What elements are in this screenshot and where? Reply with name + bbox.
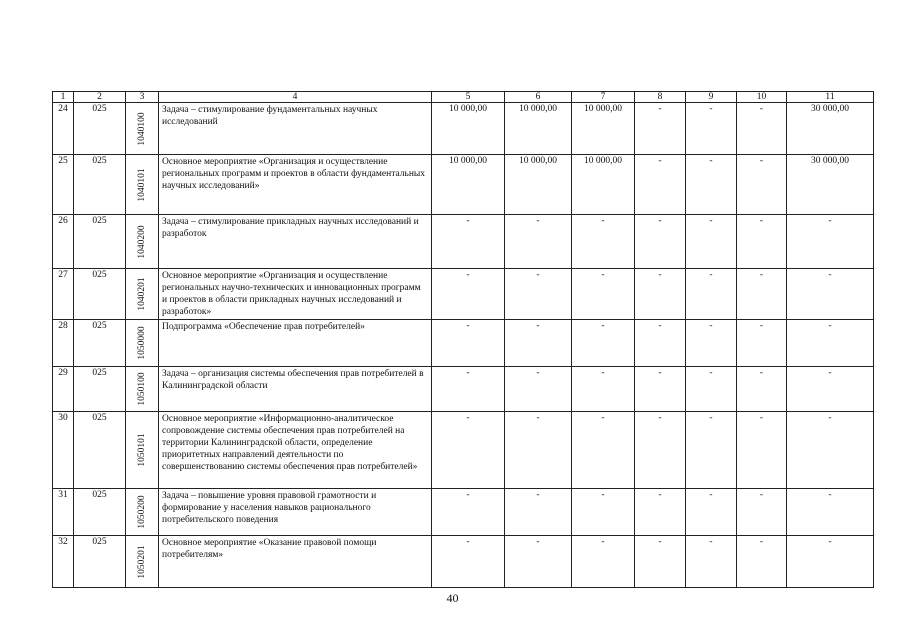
column-number-cell: 4 [159,92,432,103]
amount-cell-10: - [737,489,787,536]
target-code-text: 1050000 [137,326,147,360]
amount-cell-7: - [572,215,635,269]
amount-cell-6: - [505,269,572,320]
table-row [53,536,874,588]
table-row [53,269,874,320]
admin-code-cell: 025 [74,103,126,155]
total-cell: - [787,412,874,489]
amount-cell-6: - [505,412,572,489]
amount-cell-7: - [572,489,635,536]
admin-code-cell: 025 [74,489,126,536]
target-code-cell [126,155,159,215]
column-number-cell: 9 [686,92,737,103]
target-code-cell [126,215,159,269]
target-code-cell [126,412,159,489]
amount-cell-7: - [572,536,635,588]
admin-code-cell: 025 [74,412,126,489]
amount-cell-7: - [572,269,635,320]
amount-cell-6: - [505,536,572,588]
amount-cell-10: - [737,536,787,588]
amount-cell-10: - [737,367,787,412]
target-code-text: 1040201 [137,277,147,311]
amount-cell-10: - [737,155,787,215]
target-code-text: 1050101 [137,433,147,467]
amount-cell-6: - [505,320,572,367]
table-row [53,215,874,269]
amount-cell-9: - [686,489,737,536]
row-number-cell: 31 [53,489,74,536]
description-cell: Подпрограмма «Обеспечение прав потребителей» [159,320,432,367]
admin-code-cell: 025 [74,536,126,588]
target-code-cell [126,269,159,320]
amount-cell-9: - [686,155,737,215]
amount-cell-7: - [572,412,635,489]
amount-cell-8: - [635,320,686,367]
amount-cell-6: - [505,489,572,536]
amount-cell-9: - [686,412,737,489]
column-number-cell: 7 [572,92,635,103]
table-row [53,320,874,367]
target-code-cell [126,536,159,588]
amount-cell-10: - [737,269,787,320]
amount-cell-9: - [686,269,737,320]
row-number-cell: 28 [53,320,74,367]
column-number-cell: 2 [74,92,126,103]
page-number: 40 [446,591,459,605]
amount-cell-8: - [635,367,686,412]
total-cell: - [787,320,874,367]
row-number-cell: 29 [53,367,74,412]
table-row [53,489,874,536]
description-cell: Основное мероприятие «Организация и осуществление региональных научно-технических и инновационных программ и проектов в области прикладных научных исследований и разработок» [159,269,432,320]
column-number-cell: 10 [737,92,787,103]
amount-cell-8: - [635,412,686,489]
description-cell: Основное мероприятие «Информационно-аналитическое сопровождение системы обеспечения прав потребителей на территории Калининградской области, определение приоритетных направлений деятельности по совершенствованию системы обеспечения прав потребителей» [159,412,432,489]
total-cell: - [787,536,874,588]
target-code-text: 1050200 [137,495,147,529]
amount-cell-5: - [432,412,505,489]
amount-cell-7: - [572,367,635,412]
description-cell: Задача – повышение уровня правовой грамотности и формирование у населения навыков рационального потребительского поведения [159,489,432,536]
target-code-text: 1040200 [137,224,147,259]
total-cell: - [787,367,874,412]
amount-cell-6: 10 000,00 [505,103,572,155]
admin-code-cell: 025 [74,320,126,367]
column-number-cell: 6 [505,92,572,103]
row-number-cell: 25 [53,155,74,215]
amount-cell-8: - [635,155,686,215]
amount-cell-5: - [432,215,505,269]
total-cell: - [787,215,874,269]
column-number-row [53,92,874,103]
amount-cell-8: - [635,269,686,320]
amount-cell-10: - [737,412,787,489]
description-cell: Задача – стимулирование фундаментальных научных исследований [159,103,432,155]
total-cell: - [787,269,874,320]
description-cell: Задача – стимулирование прикладных научных исследований и разработок [159,215,432,269]
target-code-cell [126,320,159,367]
amount-cell-6: - [505,367,572,412]
amount-cell-5: 10 000,00 [432,103,505,155]
amount-cell-6: 10 000,00 [505,155,572,215]
amount-cell-5: - [432,536,505,588]
table-row [53,412,874,489]
budget-table [52,91,874,588]
column-number-cell: 8 [635,92,686,103]
column-number-cell: 1 [53,92,74,103]
admin-code-cell: 025 [74,269,126,320]
row-number-cell: 30 [53,412,74,489]
target-code-text: 1040101 [137,167,147,202]
total-cell: - [787,489,874,536]
table-row [53,103,874,155]
target-code-cell [126,367,159,412]
target-code-text: 1050100 [137,372,147,406]
amount-cell-5: - [432,320,505,367]
description-cell: Основное мероприятие «Оказание правовой помощи потребителям» [159,536,432,588]
description-cell: Задача – организация системы обеспечения прав потребителей в Калининградской области [159,367,432,412]
row-number-cell: 27 [53,269,74,320]
column-number-cell: 5 [432,92,505,103]
amount-cell-9: - [686,536,737,588]
amount-cell-10: - [737,320,787,367]
amount-cell-9: - [686,320,737,367]
amount-cell-8: - [635,215,686,269]
admin-code-cell: 025 [74,215,126,269]
admin-code-cell: 025 [74,367,126,412]
total-cell: 30 000,00 [787,103,874,155]
amount-cell-7: 10 000,00 [572,103,635,155]
amount-cell-5: - [432,367,505,412]
amount-cell-8: - [635,536,686,588]
column-number-cell: 3 [126,92,159,103]
amount-cell-6: - [505,215,572,269]
table-row [53,367,874,412]
amount-cell-7: - [572,320,635,367]
table-row [53,155,874,215]
amount-cell-5: - [432,269,505,320]
admin-code-cell: 025 [74,155,126,215]
amount-cell-8: - [635,103,686,155]
amount-cell-10: - [737,103,787,155]
amount-cell-7: 10 000,00 [572,155,635,215]
target-code-cell [126,489,159,536]
amount-cell-9: - [686,103,737,155]
target-code-text: 1050201 [137,544,147,579]
row-number-cell: 32 [53,536,74,588]
description-cell: Основное мероприятие «Организация и осуществление региональных программ и проектов в области фундаментальных научных исследований» [159,155,432,215]
amount-cell-9: - [686,367,737,412]
amount-cell-10: - [737,215,787,269]
total-cell: 30 000,00 [787,155,874,215]
amount-cell-9: - [686,215,737,269]
target-code-cell [126,103,159,155]
amount-cell-8: - [635,489,686,536]
amount-cell-5: - [432,489,505,536]
row-number-cell: 24 [53,103,74,155]
row-number-cell: 26 [53,215,74,269]
column-number-cell: 11 [787,92,874,103]
target-code-text: 1040100 [137,111,147,146]
amount-cell-5: 10 000,00 [432,155,505,215]
